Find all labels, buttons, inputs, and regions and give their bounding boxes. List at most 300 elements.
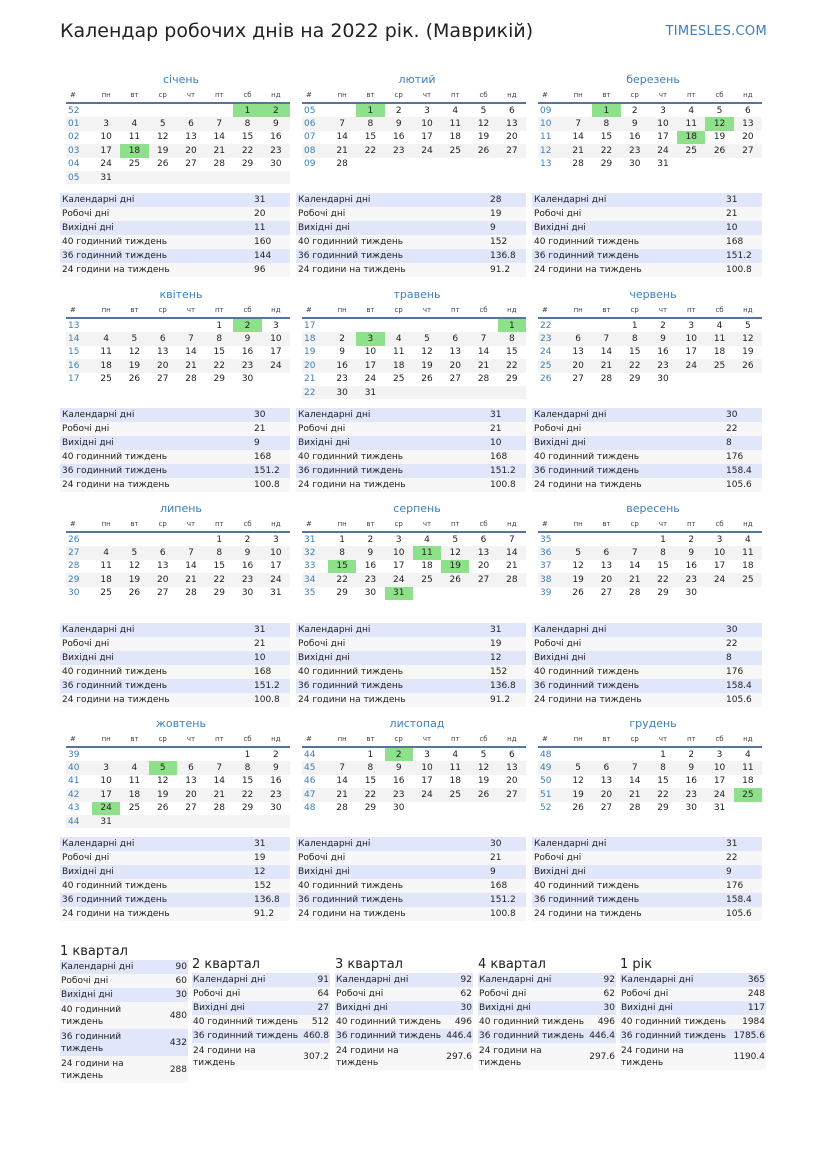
stats-row <box>296 837 526 851</box>
month-name: квітень <box>159 288 203 301</box>
quarter-title: 3 квартал <box>335 957 403 972</box>
day-cell: 21 <box>328 788 356 801</box>
day-cell: 3 <box>395 534 402 545</box>
day-cell: 18 <box>677 131 705 144</box>
day-cell: 16 <box>685 776 697 787</box>
week-number: 18 <box>302 332 328 345</box>
quarter-stat-row <box>335 1001 473 1015</box>
stats-row <box>532 193 762 207</box>
day-cell: 29 <box>213 588 225 599</box>
stats-row <box>296 637 526 651</box>
stat-label: Вихідні дні <box>534 438 586 448</box>
day-cell: 17 <box>92 788 120 801</box>
stat-value: 136.8 <box>490 251 516 261</box>
quarter-summary <box>335 957 473 1070</box>
stat-value: 31 <box>254 195 266 205</box>
stat-value: 31 <box>490 625 502 635</box>
weekday-header: сб <box>705 88 733 103</box>
week-row <box>302 386 526 399</box>
stat-label: Робочі дні <box>534 209 582 219</box>
stat-label: 36 годинний тиждень <box>62 681 168 691</box>
week-number: 52 <box>540 803 552 814</box>
week-row <box>538 587 762 600</box>
weekday-header: пт <box>677 732 705 747</box>
stat-value: 168 <box>254 667 272 677</box>
weekday-header: # <box>66 88 92 103</box>
weekday-header: сб <box>469 88 497 103</box>
day-cell: 19 <box>477 132 490 143</box>
day-cell: 24 <box>385 573 413 586</box>
stats-row <box>60 837 290 851</box>
empty-cell <box>592 318 620 332</box>
day-cell: 9 <box>677 546 705 559</box>
empty-cell <box>177 318 205 332</box>
day-cell: 23 <box>649 359 677 372</box>
weekday-header: пн <box>564 517 592 532</box>
month-stats <box>532 193 762 277</box>
day-cell: 2 <box>688 749 695 760</box>
day-cell: 15 <box>213 347 225 358</box>
week-row <box>302 144 526 157</box>
weekday-header: пн <box>92 732 120 747</box>
empty-cell <box>149 747 177 761</box>
empty-cell <box>149 815 177 828</box>
day-cell: 16 <box>364 561 377 572</box>
weekday-header: пн <box>92 303 120 318</box>
week-number: 29 <box>66 573 92 586</box>
day-cell: 3 <box>272 534 279 545</box>
stats-row <box>532 450 762 464</box>
stat-value: 158.4 <box>726 895 752 905</box>
month-name: грудень <box>629 717 677 730</box>
week-number: 33 <box>304 561 316 572</box>
empty-cell <box>734 802 762 815</box>
day-cell: 25 <box>128 803 141 814</box>
week-number: 12 <box>538 144 564 157</box>
empty-cell <box>498 386 526 399</box>
day-cell: 30 <box>241 588 254 599</box>
day-cell: 24 <box>100 159 112 170</box>
empty-cell <box>177 815 205 828</box>
day-cell: 6 <box>149 332 177 345</box>
quarter-stat-label: 24 години на тиждень <box>61 1058 124 1081</box>
weekday-header: # <box>302 517 328 532</box>
empty-cell <box>592 747 620 761</box>
stat-label: Календарні дні <box>534 839 607 849</box>
day-cell: 11 <box>734 546 762 559</box>
day-cell: 21 <box>506 561 518 572</box>
stat-value: 30 <box>254 410 266 420</box>
quarter-stat-value: 297.6 <box>589 1051 615 1062</box>
week-number: 03 <box>66 144 92 157</box>
day-cell: 23 <box>621 144 649 157</box>
day-cell: 31 <box>92 171 120 184</box>
day-cell: 27 <box>734 144 762 157</box>
stats-row <box>532 207 762 221</box>
day-cell: 25 <box>100 374 112 385</box>
day-cell: 3 <box>424 105 430 116</box>
day-cell: 28 <box>600 374 613 385</box>
stat-value: 28 <box>490 195 502 205</box>
month-name: лютий <box>398 73 436 86</box>
day-cell: 14 <box>600 347 613 358</box>
week-number: 39 <box>540 588 552 599</box>
stat-label: 24 години на тиждень <box>62 695 170 705</box>
stat-value: 19 <box>254 853 266 863</box>
empty-cell <box>677 373 705 386</box>
day-cell: 26 <box>734 359 762 372</box>
weekday-header: пт <box>441 732 469 747</box>
stat-label: Робочі дні <box>534 424 582 434</box>
empty-cell <box>413 318 441 332</box>
week-number: 50 <box>540 776 552 787</box>
quarter-stat-value: 92 <box>603 975 615 985</box>
stat-value: 30 <box>726 625 738 635</box>
month-table <box>538 303 762 386</box>
day-cell: 24 <box>705 573 733 586</box>
day-cell: 25 <box>413 573 441 586</box>
day-cell: 9 <box>233 332 261 345</box>
day-cell: 15 <box>328 560 356 573</box>
weekday-header: вт <box>592 303 620 318</box>
stats-row <box>296 207 526 221</box>
day-cell: 3 <box>688 320 695 331</box>
day-cell: 23 <box>385 788 413 801</box>
week-row <box>302 560 526 573</box>
stat-value: 8 <box>726 438 732 448</box>
quarter-stat-label: Вихідні дні <box>621 1003 673 1013</box>
stat-label: 40 годинний тиждень <box>534 237 640 247</box>
stat-value: 9 <box>490 867 496 877</box>
stat-value: 91.2 <box>254 909 275 919</box>
quarter-stat-row <box>620 1029 766 1043</box>
stats-row <box>296 249 526 263</box>
empty-cell <box>469 318 497 332</box>
stat-label: Вихідні дні <box>298 653 350 663</box>
day-cell: 5 <box>564 546 592 559</box>
day-cell: 17 <box>421 132 433 143</box>
empty-cell <box>441 318 469 332</box>
stat-value: 136.8 <box>490 681 516 691</box>
week-row <box>66 546 290 559</box>
month-stats <box>60 408 290 492</box>
weekday-header: пт <box>441 303 469 318</box>
stat-label: 40 годинний тиждень <box>62 452 168 462</box>
day-cell: 2 <box>660 320 666 331</box>
quarter-stat-value: 432 <box>169 1037 187 1048</box>
stat-value: 21 <box>254 639 266 649</box>
day-cell: 7 <box>205 761 233 774</box>
week-row <box>302 158 526 171</box>
day-cell: 22 <box>233 788 261 801</box>
stat-value: 100.8 <box>254 695 280 705</box>
day-cell: 13 <box>185 132 197 143</box>
stats-row <box>60 235 290 249</box>
stats-row <box>60 693 290 707</box>
day-cell: 7 <box>621 546 649 559</box>
day-cell: 8 <box>233 117 261 130</box>
week-row <box>302 587 526 600</box>
quarter-stat-value: 365 <box>747 975 765 985</box>
stat-label: Робочі дні <box>62 853 110 863</box>
week-number: 36 <box>538 546 564 559</box>
week-number: 47 <box>302 788 328 801</box>
quarter-stat-row <box>335 1043 473 1070</box>
quarter-stat-value: 91 <box>317 975 329 985</box>
weekday-header: вт <box>356 517 384 532</box>
weekday-header: чт <box>177 732 205 747</box>
stat-label: 24 години на тиждень <box>298 265 406 275</box>
empty-cell <box>441 802 469 815</box>
day-cell: 8 <box>233 761 261 774</box>
day-cell: 19 <box>441 560 469 573</box>
quarter-stat-row <box>620 1043 766 1070</box>
day-cell: 7 <box>508 534 515 545</box>
weekday-header: пт <box>205 303 233 318</box>
day-cell: 21 <box>564 144 592 157</box>
weekday-header: чт <box>177 88 205 103</box>
empty-cell <box>120 171 148 184</box>
day-cell: 2 <box>272 749 279 760</box>
day-cell: 28 <box>213 803 225 814</box>
day-cell: 11 <box>128 776 141 787</box>
weekday-header: вт <box>356 88 384 103</box>
stat-value: 152 <box>490 667 508 677</box>
week-row <box>66 359 290 372</box>
week-row <box>302 103 526 117</box>
day-cell: 24 <box>413 788 441 801</box>
day-cell: 13 <box>734 117 762 130</box>
week-row <box>302 373 526 386</box>
quarter-stat-label: Робочі дні <box>621 989 669 999</box>
day-cell: 3 <box>92 761 120 774</box>
empty-cell <box>564 747 592 761</box>
stat-value: 96 <box>254 265 266 275</box>
weekday-header: нд <box>734 517 762 532</box>
weekday-header: чт <box>649 303 677 318</box>
month-name: листопад <box>389 717 445 730</box>
day-cell: 26 <box>572 588 584 599</box>
day-cell: 5 <box>120 546 148 559</box>
day-cell: 7 <box>205 117 233 130</box>
week-number: 32 <box>302 546 328 559</box>
day-cell: 18 <box>449 776 461 787</box>
day-cell: 21 <box>205 144 233 157</box>
stat-label: Вихідні дні <box>62 653 114 663</box>
day-cell: 9 <box>233 546 261 559</box>
week-row <box>538 573 762 586</box>
site-link[interactable]: TIMESLES.COM <box>665 24 767 39</box>
weekday-header: пт <box>441 88 469 103</box>
day-cell: 20 <box>506 776 518 787</box>
stat-value: 30 <box>490 839 502 849</box>
day-cell: 9 <box>356 546 384 559</box>
month-calendar <box>302 72 532 171</box>
day-cell: 11 <box>128 132 141 143</box>
week-row <box>538 158 762 171</box>
stat-value: 12 <box>490 653 502 663</box>
quarter-stat-label: 40 годинний тиждень <box>479 1017 585 1027</box>
empty-cell <box>413 386 441 399</box>
day-cell: 20 <box>592 788 620 801</box>
day-cell: 14 <box>628 776 641 787</box>
week-row <box>538 802 762 815</box>
weekday-header: ср <box>385 88 413 103</box>
stat-label: Вихідні дні <box>62 438 114 448</box>
week-row <box>538 332 762 345</box>
week-row <box>66 318 290 332</box>
day-cell: 5 <box>744 320 751 331</box>
day-cell: 31 <box>657 159 669 170</box>
day-cell: 4 <box>688 105 695 116</box>
weekday-header: нд <box>262 88 290 103</box>
day-cell: 25 <box>392 374 405 385</box>
empty-cell <box>356 158 384 171</box>
day-cell: 12 <box>705 117 733 130</box>
week-number: 43 <box>68 803 80 814</box>
quarter-stat-row <box>335 987 473 1001</box>
week-row <box>538 103 762 117</box>
stat-label: Календарні дні <box>534 410 607 420</box>
quarter-summary <box>60 944 188 1083</box>
month-calendar <box>538 716 768 815</box>
day-cell: 13 <box>572 347 584 358</box>
quarter-stat-value: 27 <box>317 1003 329 1013</box>
stat-value: 168 <box>490 881 508 891</box>
stats-row <box>296 436 526 450</box>
stat-value: 19 <box>490 209 502 219</box>
quarter-stat-label: Календарні дні <box>61 962 134 972</box>
quarter-stat-row <box>192 987 330 1001</box>
day-cell: 5 <box>149 117 177 130</box>
day-cell: 20 <box>564 359 592 372</box>
day-cell: 23 <box>233 573 261 586</box>
quarter-stat-value: 1190.4 <box>733 1051 765 1062</box>
weekday-header: нд <box>262 517 290 532</box>
stat-label: 40 годинний тиждень <box>62 237 168 247</box>
day-cell: 12 <box>128 561 141 572</box>
quarter-stat-row <box>335 1029 473 1043</box>
day-cell: 4 <box>120 761 148 774</box>
day-cell: 18 <box>421 561 433 572</box>
day-cell: 22 <box>649 573 677 586</box>
day-cell: 14 <box>572 132 584 143</box>
stats-row <box>60 679 290 693</box>
stat-value: 31 <box>726 839 738 849</box>
day-cell: 8 <box>356 761 384 774</box>
week-row <box>66 373 290 386</box>
week-number: 48 <box>304 803 316 814</box>
day-cell: 22 <box>649 788 677 801</box>
empty-cell <box>262 171 290 184</box>
stat-value: 19 <box>490 639 502 649</box>
weekday-header: ср <box>149 517 177 532</box>
quarter-stat-value: 60 <box>175 976 187 986</box>
month-calendar <box>302 716 532 815</box>
day-cell: 23 <box>677 788 705 801</box>
week-number: 35 <box>304 588 316 599</box>
empty-cell <box>564 532 592 546</box>
day-cell: 17 <box>713 561 726 572</box>
week-number: 31 <box>304 534 316 545</box>
day-cell: 25 <box>734 573 762 586</box>
week-number: 02 <box>68 132 80 143</box>
quarter-stat-label: Вихідні дні <box>61 990 113 1000</box>
weekday-header: пн <box>564 88 592 103</box>
day-cell: 20 <box>177 144 205 157</box>
weekday-header: ср <box>149 303 177 318</box>
day-cell: 20 <box>441 359 469 372</box>
stat-label: Календарні дні <box>62 625 135 635</box>
month-stats <box>296 193 526 277</box>
empty-cell <box>734 158 762 171</box>
week-number: 14 <box>66 332 92 345</box>
day-cell: 26 <box>469 144 497 157</box>
day-cell: 11 <box>413 546 441 559</box>
day-cell: 26 <box>128 374 141 385</box>
empty-cell <box>120 532 148 546</box>
weekday-header: ср <box>621 303 649 318</box>
quarter-stat-label: Календарні дні <box>336 975 409 985</box>
stats-row <box>296 450 526 464</box>
weekday-header: вт <box>592 732 620 747</box>
stats-row <box>60 436 290 450</box>
week-row <box>302 332 526 345</box>
stat-value: 158.4 <box>726 466 752 476</box>
day-cell: 27 <box>469 573 497 586</box>
weekday-header: пн <box>564 732 592 747</box>
day-cell: 10 <box>705 546 733 559</box>
empty-cell <box>621 532 649 546</box>
day-cell: 22 <box>205 359 233 372</box>
stat-value: 9 <box>490 223 496 233</box>
day-cell: 2 <box>395 105 402 116</box>
stat-value: 176 <box>726 452 744 462</box>
day-cell: 15 <box>506 347 518 358</box>
day-cell: 4 <box>744 534 751 545</box>
day-cell: 27 <box>498 144 526 157</box>
day-cell: 28 <box>572 159 584 170</box>
stat-label: Календарні дні <box>534 625 607 635</box>
stat-value: 168 <box>254 452 272 462</box>
day-cell: 30 <box>270 159 282 170</box>
day-cell: 16 <box>628 132 641 143</box>
day-cell: 23 <box>356 573 384 586</box>
weekday-header: # <box>302 303 328 318</box>
day-cell: 20 <box>742 132 754 143</box>
day-cell: 26 <box>156 159 169 170</box>
stat-label: Календарні дні <box>298 195 371 205</box>
day-cell: 16 <box>392 132 405 143</box>
day-cell: 28 <box>498 573 526 586</box>
stat-value: 10 <box>490 438 502 448</box>
quarter-stat-row <box>620 973 766 987</box>
stat-label: Робочі дні <box>62 424 110 434</box>
quarter-stat-row <box>60 1029 188 1056</box>
month-calendar <box>538 287 768 386</box>
stat-value: 9 <box>726 867 732 877</box>
day-cell: 15 <box>657 776 669 787</box>
stat-value: 144 <box>254 251 272 261</box>
day-cell: 12 <box>734 332 762 345</box>
stat-value: 136.8 <box>254 895 280 905</box>
week-number: 37 <box>540 561 552 572</box>
quarter-stat-label: Робочі дні <box>193 989 241 999</box>
day-cell: 15 <box>600 132 613 143</box>
day-cell: 4 <box>452 749 459 760</box>
quarter-title: 4 квартал <box>478 957 546 972</box>
day-cell: 4 <box>452 105 459 116</box>
